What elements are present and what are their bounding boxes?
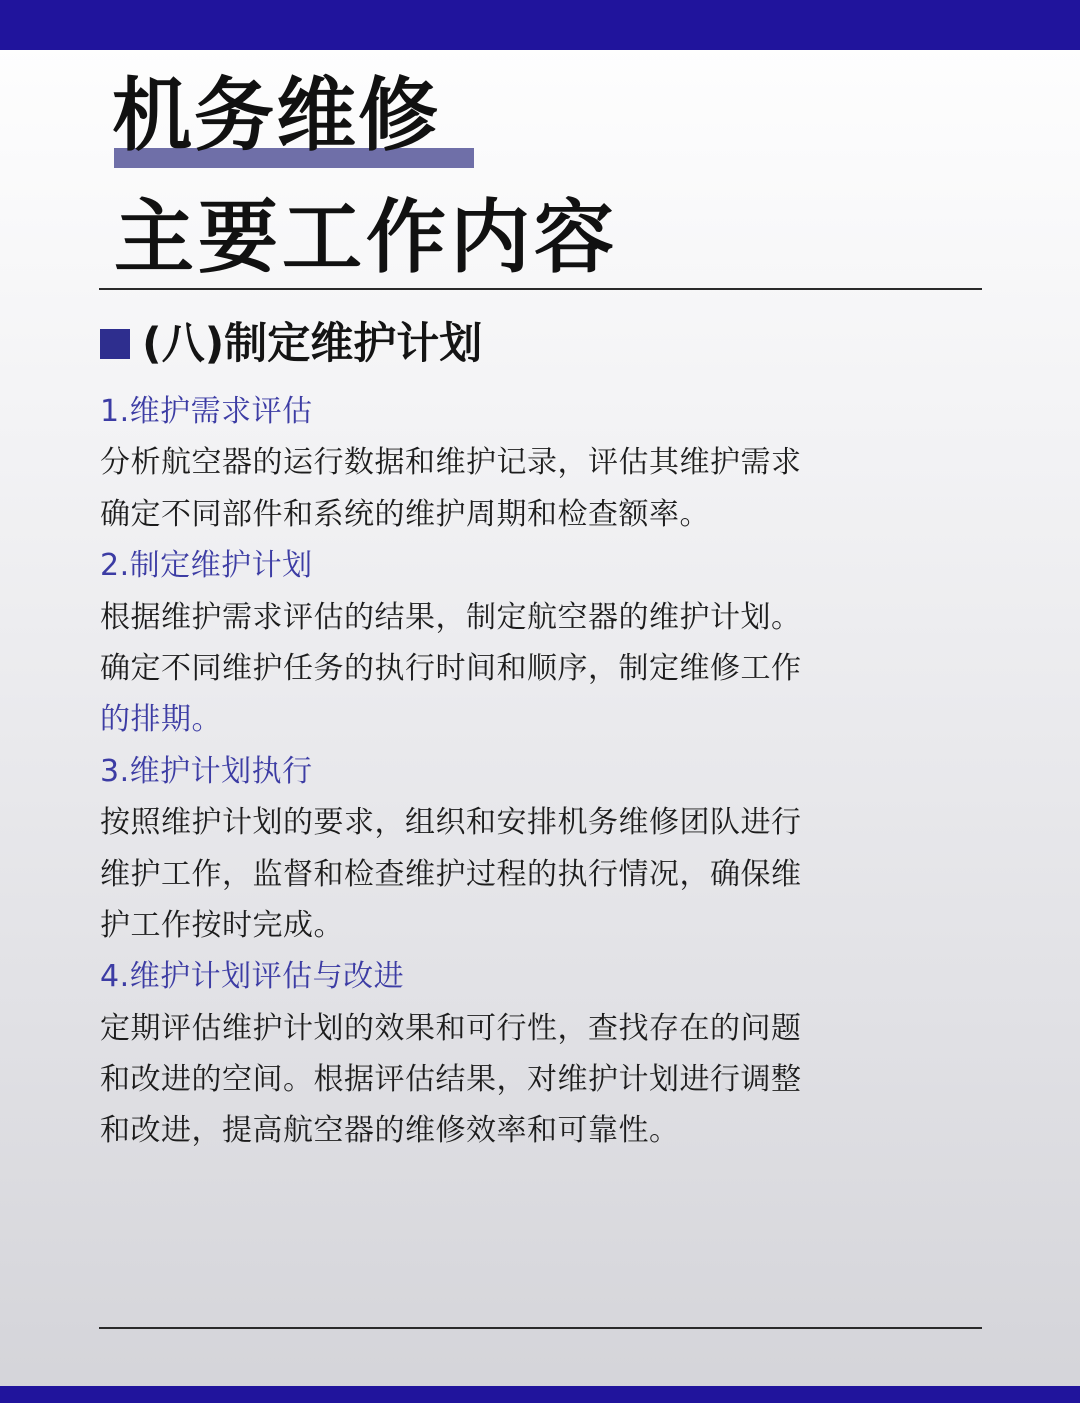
item-heading: 3.维护计划执行 [100, 753, 313, 789]
item-text-line: 护工作按时完成。 [100, 907, 344, 943]
square-bullet-icon [100, 329, 130, 359]
content-body [100, 386, 840, 1157]
item-text-line: 按照维护计划的要求，组织和安排机务维修团队进行 [100, 805, 802, 841]
section-title: (八)制定维护计划 [142, 319, 483, 369]
section-heading [100, 318, 482, 370]
page-title-line-1 [112, 66, 474, 170]
item-text-line: 确定不同部件和系统的维护周期和检查额率。 [100, 496, 710, 532]
top-divider [99, 288, 982, 290]
bottom-band [0, 1386, 1080, 1403]
page-title-text: 机务维修 [112, 69, 440, 162]
page-title-line-2: 主要工作内容 [114, 191, 618, 284]
item-text-line: 定期评估维护计划的效果和可行性，查找存在的问题 [100, 1010, 802, 1046]
item-heading: 2.制定维护计划 [100, 548, 313, 584]
top-band [0, 0, 1080, 50]
item-heading: 4.维护计划评估与改进 [100, 959, 405, 995]
bottom-divider [99, 1327, 982, 1329]
item-text-line: 和改进的空间。根据评估结果，对维护计划进行调整 [100, 1062, 802, 1098]
item-text-line: 维护工作，监督和检查维护过程的执行情况，确保维 [100, 856, 802, 892]
item-text-line: 分析航空器的运行数据和维护记录，评估其维护需求 [100, 445, 802, 481]
item-text-line: 确定不同维护任务的执行时间和顺序，制定维修工作 [100, 650, 802, 686]
item-text-line: 和改进，提高航空器的维修效率和可靠性。 [100, 1113, 680, 1149]
item-text-line: 根据维护需求评估的结果，制定航空器的维护计划。 [100, 599, 802, 635]
item-text-line-accent: 的排期。 [100, 702, 222, 738]
item-heading: 1.维护需求评估 [100, 394, 313, 429]
